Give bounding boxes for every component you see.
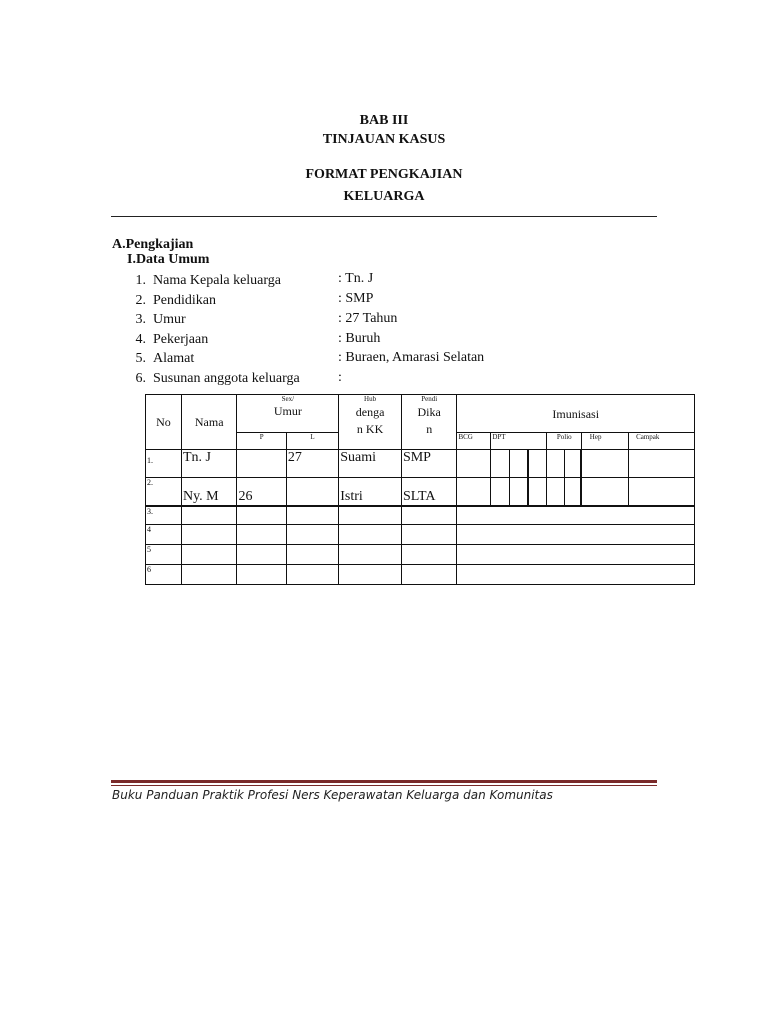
header-hub: Hub [364, 395, 377, 403]
row-no: 4 [146, 525, 182, 545]
header-polio: Polio [546, 433, 581, 450]
row-hub: Suami [339, 450, 402, 478]
table-header-row [146, 395, 695, 433]
header-imunisasi: Imunisasi [457, 395, 695, 433]
list-item: 1. Nama Kepala keluarga [135, 273, 282, 288]
section-pengkajian: A.Pengkajian [112, 237, 194, 252]
header-pendidikan [401, 395, 457, 450]
header-dpt: DPT [491, 433, 547, 450]
table-row [146, 506, 695, 525]
header-pend-1: Pendi [421, 395, 438, 403]
list-item-value: : Tn. J [338, 271, 374, 286]
row-pend: SLTA [401, 478, 457, 506]
list-item-value: : Buraen, Amarasi Selatan [338, 350, 485, 365]
header-no: No [146, 395, 182, 450]
list-item-value: : SMP [338, 291, 374, 306]
row-no: 1. [146, 450, 182, 478]
list-item: 2. Pendidikan [135, 293, 216, 308]
list-item: 4. Pekerjaan [135, 332, 209, 347]
footer-rule-thin [111, 785, 657, 786]
table-row [146, 478, 695, 506]
chapter-number: BAB III [359, 113, 409, 128]
header-hub-2: denga [355, 405, 385, 419]
header-campak: Campak [629, 433, 695, 450]
header-divider [111, 216, 657, 217]
footer-text: Buku Panduan Praktik Profesi Ners Keperawatan Keluarga dan Komunitas [112, 788, 553, 802]
header-sex: Sex/ [281, 395, 295, 403]
row-no: 2. [146, 478, 182, 506]
format-title-line1: FORMAT PENGKAJIAN [305, 167, 463, 182]
list-item: 5. Alamat [135, 351, 195, 366]
header-hub-3: n KK [356, 422, 384, 436]
row-no: 5 [146, 545, 182, 565]
table-row [146, 525, 695, 545]
header-pend-3: n [426, 422, 433, 436]
table-row [146, 565, 695, 585]
header-pend-2: Dika [417, 405, 441, 419]
list-item-value: : Buruh [338, 331, 381, 346]
row-no: 3. [146, 506, 182, 525]
header-sex-umur [237, 395, 339, 433]
row-l: 27 [286, 450, 338, 478]
list-item: 6. Susunan anggota keluarga [135, 371, 300, 386]
header-sex-p: P [237, 433, 286, 450]
table-row [146, 450, 695, 478]
table-row [146, 545, 695, 565]
row-p [237, 450, 286, 478]
format-title-line2: KELUARGA [343, 189, 425, 204]
row-p: 26 [237, 478, 286, 506]
row-l [286, 478, 338, 506]
row-hub: Istri [339, 478, 402, 506]
header-hep: Hep [581, 433, 628, 450]
header-umur: Umur [273, 404, 302, 418]
row-nama: Tn. J [181, 450, 237, 478]
list-item: 3. Umur [135, 312, 186, 327]
header-nama: Nama [181, 395, 237, 450]
chapter-title: TINJAUAN KASUS [322, 132, 446, 147]
list-item-value: : 27 Tahun [338, 311, 398, 326]
section-data-umum: I.Data Umum [127, 252, 210, 267]
row-no: 6 [146, 565, 182, 585]
footer-rule-thick [111, 780, 657, 783]
list-item-value: : [338, 370, 342, 385]
header-bcg: BCG [457, 433, 491, 450]
family-members-table [145, 394, 695, 585]
header-sex-l: L [286, 433, 338, 450]
row-pend: SMP [401, 450, 457, 478]
row-nama: Ny. M [181, 478, 237, 506]
header-hub-kk [339, 395, 402, 450]
